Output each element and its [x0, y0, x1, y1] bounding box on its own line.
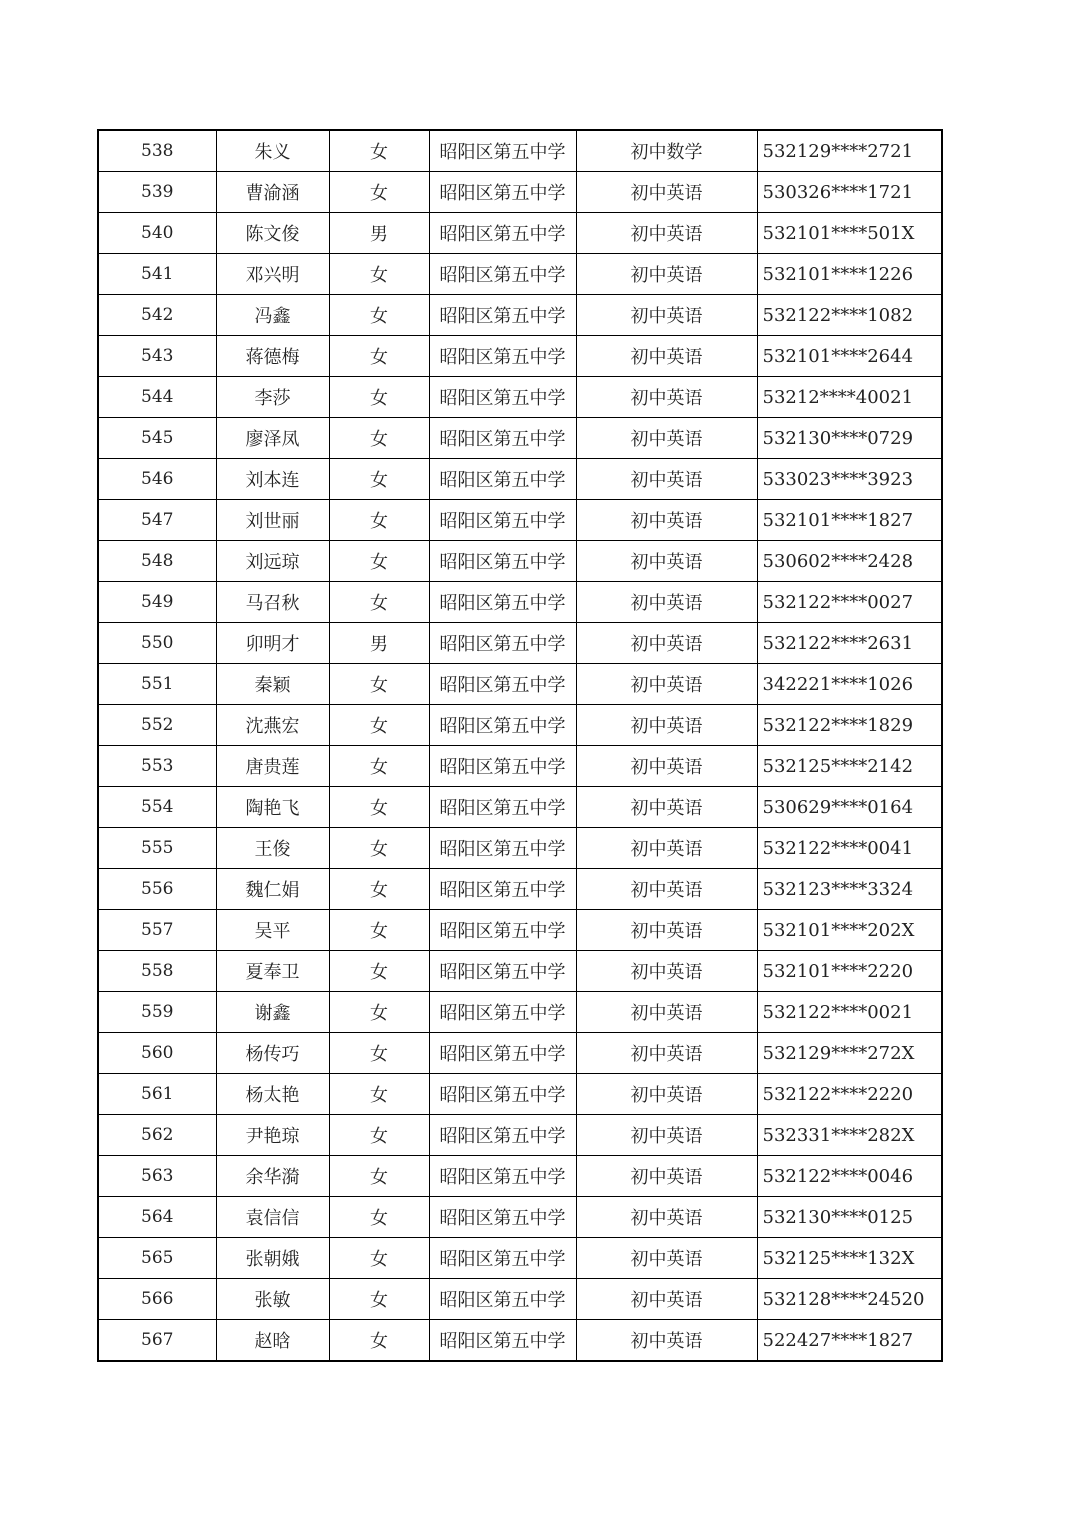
- table-row: [98, 541, 942, 582]
- school-cell: 昭阳区第五中学: [429, 1156, 576, 1197]
- row-number-cell: 550: [98, 623, 216, 664]
- name-cell: 陶艳飞: [216, 787, 329, 828]
- name-cell: 袁信信: [216, 1197, 329, 1238]
- school-cell: 昭阳区第五中学: [429, 623, 576, 664]
- id-number-cell: 532125****132X: [757, 1238, 942, 1279]
- subject-cell: 初中英语: [576, 1033, 757, 1074]
- subject-cell: 初中英语: [576, 418, 757, 459]
- row-number-cell: 565: [98, 1238, 216, 1279]
- subject-cell: 初中英语: [576, 746, 757, 787]
- row-number-cell: 563: [98, 1156, 216, 1197]
- subject-cell: 初中英语: [576, 664, 757, 705]
- subject-cell: 初中英语: [576, 705, 757, 746]
- gender-cell: 女: [329, 582, 429, 623]
- row-number-cell: 538: [98, 130, 216, 172]
- id-number-cell: 533023****3923: [757, 459, 942, 500]
- id-number-cell: 530326****1721: [757, 172, 942, 213]
- table-row: [98, 1074, 942, 1115]
- id-number-cell: 532331****282X: [757, 1115, 942, 1156]
- row-number-cell: 561: [98, 1074, 216, 1115]
- table-row: [98, 1033, 942, 1074]
- row-number-cell: 549: [98, 582, 216, 623]
- school-cell: 昭阳区第五中学: [429, 1074, 576, 1115]
- school-cell: 昭阳区第五中学: [429, 869, 576, 910]
- table-row: [98, 828, 942, 869]
- id-number-cell: 53212****40021: [757, 377, 942, 418]
- row-number-cell: 559: [98, 992, 216, 1033]
- id-number-cell: 532122****2220: [757, 1074, 942, 1115]
- table-row: [98, 254, 942, 295]
- subject-cell: 初中英语: [576, 1197, 757, 1238]
- id-number-cell: 342221****1026: [757, 664, 942, 705]
- id-number-cell: 522427****1827: [757, 1320, 942, 1362]
- subject-cell: 初中数学: [576, 130, 757, 172]
- gender-cell: 女: [329, 828, 429, 869]
- id-number-cell: 532101****202X: [757, 910, 942, 951]
- subject-cell: 初中英语: [576, 951, 757, 992]
- id-number-cell: 532101****501X: [757, 213, 942, 254]
- gender-cell: 女: [329, 1115, 429, 1156]
- row-number-cell: 552: [98, 705, 216, 746]
- subject-cell: 初中英语: [576, 1074, 757, 1115]
- name-cell: 王俊: [216, 828, 329, 869]
- table-row: [98, 1279, 942, 1320]
- table-row: [98, 664, 942, 705]
- name-cell: 赵晗: [216, 1320, 329, 1362]
- subject-cell: 初中英语: [576, 869, 757, 910]
- name-cell: 张敏: [216, 1279, 329, 1320]
- row-number-cell: 557: [98, 910, 216, 951]
- gender-cell: 女: [329, 1238, 429, 1279]
- row-number-cell: 547: [98, 500, 216, 541]
- school-cell: 昭阳区第五中学: [429, 254, 576, 295]
- name-cell: 吴平: [216, 910, 329, 951]
- id-number-cell: 532101****1226: [757, 254, 942, 295]
- name-cell: 杨传巧: [216, 1033, 329, 1074]
- row-number-cell: 566: [98, 1279, 216, 1320]
- school-cell: 昭阳区第五中学: [429, 130, 576, 172]
- id-number-cell: 532122****0021: [757, 992, 942, 1033]
- school-cell: 昭阳区第五中学: [429, 459, 576, 500]
- id-number-cell: 532123****3324: [757, 869, 942, 910]
- row-number-cell: 544: [98, 377, 216, 418]
- id-number-cell: 532129****2721: [757, 130, 942, 172]
- table-row: [98, 500, 942, 541]
- id-number-cell: 532122****0027: [757, 582, 942, 623]
- school-cell: 昭阳区第五中学: [429, 377, 576, 418]
- gender-cell: 女: [329, 787, 429, 828]
- subject-cell: 初中英语: [576, 459, 757, 500]
- school-cell: 昭阳区第五中学: [429, 1033, 576, 1074]
- subject-cell: 初中英语: [576, 1115, 757, 1156]
- name-cell: 朱义: [216, 130, 329, 172]
- table-row: [98, 992, 942, 1033]
- name-cell: 沈燕宏: [216, 705, 329, 746]
- subject-cell: 初中英语: [576, 1238, 757, 1279]
- row-number-cell: 541: [98, 254, 216, 295]
- table-row: [98, 869, 942, 910]
- gender-cell: 女: [329, 1156, 429, 1197]
- name-cell: 夏奉卫: [216, 951, 329, 992]
- subject-cell: 初中英语: [576, 992, 757, 1033]
- table-row: [98, 418, 942, 459]
- gender-cell: 女: [329, 992, 429, 1033]
- name-cell: 魏仁娟: [216, 869, 329, 910]
- subject-cell: 初中英语: [576, 1320, 757, 1362]
- row-number-cell: 551: [98, 664, 216, 705]
- row-number-cell: 539: [98, 172, 216, 213]
- table-row: [98, 336, 942, 377]
- name-cell: 刘世丽: [216, 500, 329, 541]
- gender-cell: 女: [329, 951, 429, 992]
- gender-cell: 女: [329, 418, 429, 459]
- gender-cell: 女: [329, 130, 429, 172]
- gender-cell: 女: [329, 336, 429, 377]
- gender-cell: 女: [329, 459, 429, 500]
- school-cell: 昭阳区第五中学: [429, 336, 576, 377]
- gender-cell: 女: [329, 295, 429, 336]
- table-row: [98, 623, 942, 664]
- name-cell: 唐贵莲: [216, 746, 329, 787]
- id-number-cell: 532122****0041: [757, 828, 942, 869]
- id-number-cell: 532122****2631: [757, 623, 942, 664]
- table-row: [98, 377, 942, 418]
- school-cell: 昭阳区第五中学: [429, 541, 576, 582]
- gender-cell: 女: [329, 172, 429, 213]
- roster-table: [97, 129, 943, 1362]
- school-cell: 昭阳区第五中学: [429, 664, 576, 705]
- id-number-cell: 530629****0164: [757, 787, 942, 828]
- subject-cell: 初中英语: [576, 623, 757, 664]
- school-cell: 昭阳区第五中学: [429, 213, 576, 254]
- table-row: [98, 705, 942, 746]
- name-cell: 马召秋: [216, 582, 329, 623]
- table-row: [98, 1156, 942, 1197]
- subject-cell: 初中英语: [576, 172, 757, 213]
- table-row: [98, 787, 942, 828]
- table-row: [98, 746, 942, 787]
- row-number-cell: 560: [98, 1033, 216, 1074]
- school-cell: 昭阳区第五中学: [429, 992, 576, 1033]
- table-row: [98, 213, 942, 254]
- gender-cell: 女: [329, 1033, 429, 1074]
- school-cell: 昭阳区第五中学: [429, 1115, 576, 1156]
- gender-cell: 女: [329, 869, 429, 910]
- school-cell: 昭阳区第五中学: [429, 1238, 576, 1279]
- subject-cell: 初中英语: [576, 295, 757, 336]
- subject-cell: 初中英语: [576, 910, 757, 951]
- name-cell: 卯明才: [216, 623, 329, 664]
- roster-table-body: [98, 130, 942, 1361]
- row-number-cell: 540: [98, 213, 216, 254]
- school-cell: 昭阳区第五中学: [429, 705, 576, 746]
- subject-cell: 初中英语: [576, 1156, 757, 1197]
- gender-cell: 女: [329, 746, 429, 787]
- gender-cell: 女: [329, 1074, 429, 1115]
- name-cell: 刘本连: [216, 459, 329, 500]
- row-number-cell: 542: [98, 295, 216, 336]
- table-row: [98, 459, 942, 500]
- table-row: [98, 1115, 942, 1156]
- subject-cell: 初中英语: [576, 541, 757, 582]
- table-row: [98, 582, 942, 623]
- id-number-cell: 532101****2644: [757, 336, 942, 377]
- id-number-cell: 532125****2142: [757, 746, 942, 787]
- subject-cell: 初中英语: [576, 213, 757, 254]
- school-cell: 昭阳区第五中学: [429, 787, 576, 828]
- row-number-cell: 558: [98, 951, 216, 992]
- name-cell: 张朝娥: [216, 1238, 329, 1279]
- name-cell: 杨太艳: [216, 1074, 329, 1115]
- name-cell: 刘远琼: [216, 541, 329, 582]
- school-cell: 昭阳区第五中学: [429, 1320, 576, 1362]
- id-number-cell: 532101****1827: [757, 500, 942, 541]
- id-number-cell: 532130****0729: [757, 418, 942, 459]
- school-cell: 昭阳区第五中学: [429, 1279, 576, 1320]
- subject-cell: 初中英语: [576, 254, 757, 295]
- gender-cell: 女: [329, 705, 429, 746]
- gender-cell: 女: [329, 664, 429, 705]
- row-number-cell: 545: [98, 418, 216, 459]
- name-cell: 廖泽凤: [216, 418, 329, 459]
- id-number-cell: 532128****24520: [757, 1279, 942, 1320]
- row-number-cell: 543: [98, 336, 216, 377]
- table-row: [98, 1320, 942, 1362]
- subject-cell: 初中英语: [576, 1279, 757, 1320]
- table-row: [98, 951, 942, 992]
- table-row: [98, 1238, 942, 1279]
- gender-cell: 女: [329, 254, 429, 295]
- name-cell: 蒋德梅: [216, 336, 329, 377]
- school-cell: 昭阳区第五中学: [429, 1197, 576, 1238]
- name-cell: 冯鑫: [216, 295, 329, 336]
- school-cell: 昭阳区第五中学: [429, 910, 576, 951]
- row-number-cell: 553: [98, 746, 216, 787]
- gender-cell: 男: [329, 213, 429, 254]
- table-row: [98, 295, 942, 336]
- school-cell: 昭阳区第五中学: [429, 828, 576, 869]
- name-cell: 陈文俊: [216, 213, 329, 254]
- subject-cell: 初中英语: [576, 582, 757, 623]
- id-number-cell: 532122****1082: [757, 295, 942, 336]
- gender-cell: 女: [329, 1197, 429, 1238]
- subject-cell: 初中英语: [576, 336, 757, 377]
- name-cell: 曹渝涵: [216, 172, 329, 213]
- row-number-cell: 555: [98, 828, 216, 869]
- subject-cell: 初中英语: [576, 377, 757, 418]
- row-number-cell: 548: [98, 541, 216, 582]
- id-number-cell: 532122****0046: [757, 1156, 942, 1197]
- id-number-cell: 530602****2428: [757, 541, 942, 582]
- gender-cell: 女: [329, 910, 429, 951]
- name-cell: 邓兴明: [216, 254, 329, 295]
- name-cell: 秦颖: [216, 664, 329, 705]
- school-cell: 昭阳区第五中学: [429, 295, 576, 336]
- table-row: [98, 172, 942, 213]
- table-row: [98, 910, 942, 951]
- id-number-cell: 532130****0125: [757, 1197, 942, 1238]
- row-number-cell: 554: [98, 787, 216, 828]
- row-number-cell: 556: [98, 869, 216, 910]
- gender-cell: 女: [329, 377, 429, 418]
- subject-cell: 初中英语: [576, 500, 757, 541]
- subject-cell: 初中英语: [576, 828, 757, 869]
- id-number-cell: 532122****1829: [757, 705, 942, 746]
- school-cell: 昭阳区第五中学: [429, 418, 576, 459]
- school-cell: 昭阳区第五中学: [429, 500, 576, 541]
- gender-cell: 男: [329, 623, 429, 664]
- name-cell: 李莎: [216, 377, 329, 418]
- gender-cell: 女: [329, 500, 429, 541]
- school-cell: 昭阳区第五中学: [429, 951, 576, 992]
- row-number-cell: 562: [98, 1115, 216, 1156]
- school-cell: 昭阳区第五中学: [429, 746, 576, 787]
- subject-cell: 初中英语: [576, 787, 757, 828]
- name-cell: 尹艳琼: [216, 1115, 329, 1156]
- row-number-cell: 564: [98, 1197, 216, 1238]
- name-cell: 谢鑫: [216, 992, 329, 1033]
- row-number-cell: 546: [98, 459, 216, 500]
- gender-cell: 女: [329, 1279, 429, 1320]
- table-row: [98, 1197, 942, 1238]
- gender-cell: 女: [329, 541, 429, 582]
- row-number-cell: 567: [98, 1320, 216, 1362]
- id-number-cell: 532129****272X: [757, 1033, 942, 1074]
- name-cell: 余华漪: [216, 1156, 329, 1197]
- table-row: [98, 130, 942, 172]
- gender-cell: 女: [329, 1320, 429, 1362]
- id-number-cell: 532101****2220: [757, 951, 942, 992]
- school-cell: 昭阳区第五中学: [429, 582, 576, 623]
- school-cell: 昭阳区第五中学: [429, 172, 576, 213]
